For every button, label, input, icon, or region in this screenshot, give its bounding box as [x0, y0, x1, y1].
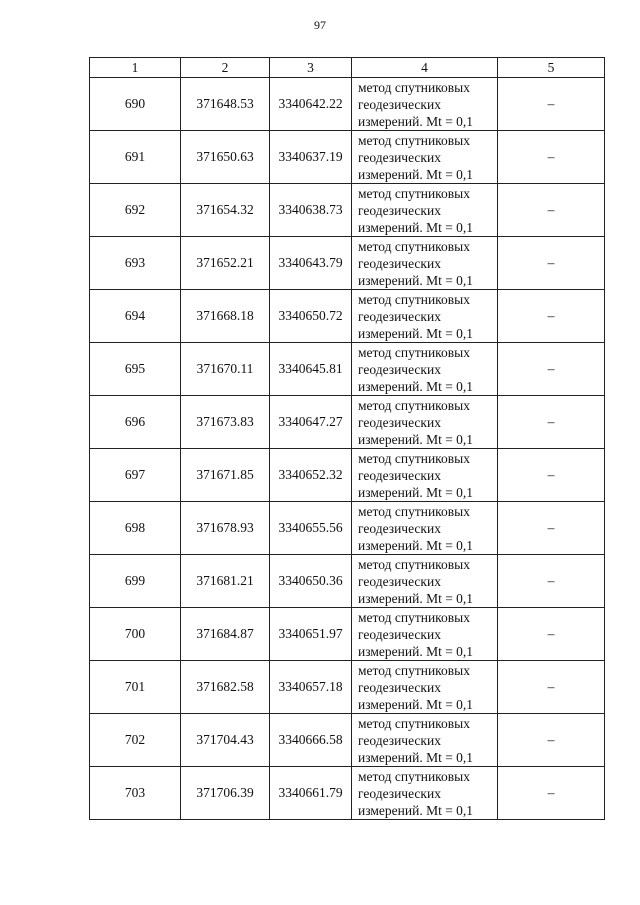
y-coordinate-cell: 3340657.18 — [270, 661, 352, 714]
y-coordinate-cell: 3340638.73 — [270, 184, 352, 237]
method-line: измерений. Mt = 0,1 — [358, 378, 474, 394]
point-number-cell: 692 — [90, 184, 181, 237]
x-coordinate-cell: 371670.11 — [181, 343, 270, 396]
y-coordinate-cell: 3340666.58 — [270, 714, 352, 767]
point-number-cell: 698 — [90, 502, 181, 555]
point-number-cell: 701 — [90, 661, 181, 714]
table-row — [90, 661, 605, 714]
x-coordinate-cell: 371681.21 — [181, 555, 270, 608]
method-line: измерений. Mt = 0,1 — [358, 749, 474, 765]
method-line: метод спутниковых — [358, 609, 470, 625]
y-coordinate-cell: 3340652.32 — [270, 449, 352, 502]
note-cell: – — [498, 78, 605, 131]
note-cell: – — [498, 343, 605, 396]
note-cell: – — [498, 555, 605, 608]
method-line: измерений. Mt = 0,1 — [358, 484, 474, 500]
method-line: метод спутниковых — [358, 768, 470, 784]
note-cell: – — [498, 131, 605, 184]
method-cell — [352, 661, 498, 714]
table-row — [90, 396, 605, 449]
method-line: метод спутниковых — [358, 662, 470, 678]
note-cell: – — [498, 396, 605, 449]
note-cell: – — [498, 502, 605, 555]
x-coordinate-cell: 371650.63 — [181, 131, 270, 184]
x-coordinate-cell: 371668.18 — [181, 290, 270, 343]
method-cell — [352, 555, 498, 608]
method-line: метод спутниковых — [358, 238, 470, 254]
x-coordinate-cell: 371706.39 — [181, 767, 270, 820]
point-number-cell: 697 — [90, 449, 181, 502]
x-coordinate-cell: 371678.93 — [181, 502, 270, 555]
method-cell — [352, 767, 498, 820]
method-cell — [352, 714, 498, 767]
method-line: геодезических — [358, 785, 441, 801]
point-number-cell: 695 — [90, 343, 181, 396]
method-cell — [352, 449, 498, 502]
y-coordinate-cell: 3340637.19 — [270, 131, 352, 184]
y-coordinate-cell: 3340650.36 — [270, 555, 352, 608]
table-row — [90, 131, 605, 184]
point-number-cell: 693 — [90, 237, 181, 290]
point-number-cell: 699 — [90, 555, 181, 608]
x-coordinate-cell: 371654.32 — [181, 184, 270, 237]
method-line: измерений. Mt = 0,1 — [358, 696, 474, 712]
table-row — [90, 767, 605, 820]
method-line: геодезических — [358, 361, 441, 377]
table-row — [90, 714, 605, 767]
method-line: измерений. Mt = 0,1 — [358, 431, 474, 447]
x-coordinate-cell: 371684.87 — [181, 608, 270, 661]
y-coordinate-cell: 3340642.22 — [270, 78, 352, 131]
method-line: метод спутниковых — [358, 503, 470, 519]
note-cell: – — [498, 290, 605, 343]
point-number-cell: 702 — [90, 714, 181, 767]
x-coordinate-cell: 371648.53 — [181, 78, 270, 131]
method-cell — [352, 502, 498, 555]
method-cell — [352, 396, 498, 449]
column-header-3: 3 — [270, 58, 352, 78]
method-line: измерений. Mt = 0,1 — [358, 643, 474, 659]
note-cell: – — [498, 661, 605, 714]
table-row — [90, 608, 605, 661]
y-coordinate-cell: 3340645.81 — [270, 343, 352, 396]
column-header-4: 4 — [352, 58, 498, 78]
note-cell: – — [498, 449, 605, 502]
method-line: геодезических — [358, 202, 441, 218]
method-line: геодезических — [358, 626, 441, 642]
method-line: метод спутниковых — [358, 291, 470, 307]
y-coordinate-cell: 3340651.97 — [270, 608, 352, 661]
note-cell: – — [498, 714, 605, 767]
method-cell — [352, 608, 498, 661]
method-line: измерений. Mt = 0,1 — [358, 113, 474, 129]
method-line: метод спутниковых — [358, 397, 470, 413]
y-coordinate-cell: 3340655.56 — [270, 502, 352, 555]
method-line: геодезических — [358, 520, 441, 536]
table-body — [90, 78, 605, 820]
note-cell: – — [498, 237, 605, 290]
method-line: геодезических — [358, 573, 441, 589]
x-coordinate-cell: 371671.85 — [181, 449, 270, 502]
method-cell — [352, 131, 498, 184]
method-line: метод спутниковых — [358, 344, 470, 360]
page-number: 97 — [314, 18, 326, 32]
y-coordinate-cell: 3340643.79 — [270, 237, 352, 290]
method-line: геодезических — [358, 255, 441, 271]
table-row — [90, 343, 605, 396]
point-number-cell: 690 — [90, 78, 181, 131]
method-line: геодезических — [358, 414, 441, 430]
y-coordinate-cell: 3340650.72 — [270, 290, 352, 343]
method-line: метод спутниковых — [358, 450, 470, 466]
table-row — [90, 555, 605, 608]
method-line: измерений. Mt = 0,1 — [358, 272, 474, 288]
note-cell: – — [498, 608, 605, 661]
method-cell — [352, 343, 498, 396]
method-line: геодезических — [358, 308, 441, 324]
point-number-cell: 703 — [90, 767, 181, 820]
y-coordinate-cell: 3340647.27 — [270, 396, 352, 449]
table-row — [90, 449, 605, 502]
method-line: геодезических — [358, 149, 441, 165]
method-line: геодезических — [358, 679, 441, 695]
method-line: метод спутниковых — [358, 715, 470, 731]
method-line: геодезических — [358, 96, 441, 112]
method-cell — [352, 237, 498, 290]
method-line: измерений. Mt = 0,1 — [358, 802, 474, 818]
table-row — [90, 184, 605, 237]
method-line: измерений. Mt = 0,1 — [358, 537, 474, 553]
method-line: геодезических — [358, 467, 441, 483]
method-cell — [352, 290, 498, 343]
x-coordinate-cell: 371704.43 — [181, 714, 270, 767]
point-number-cell: 700 — [90, 608, 181, 661]
point-number-cell: 696 — [90, 396, 181, 449]
column-header-2: 2 — [181, 58, 270, 78]
table-row — [90, 237, 605, 290]
note-cell: – — [498, 184, 605, 237]
method-cell — [352, 78, 498, 131]
method-line: измерений. Mt = 0,1 — [358, 166, 474, 182]
method-line: измерений. Mt = 0,1 — [358, 219, 474, 235]
table-row — [90, 502, 605, 555]
method-cell — [352, 184, 498, 237]
coordinates-table — [89, 57, 605, 820]
y-coordinate-cell: 3340661.79 — [270, 767, 352, 820]
method-line: метод спутниковых — [358, 132, 470, 148]
table-row — [90, 78, 605, 131]
column-header-5: 5 — [498, 58, 605, 78]
method-line: измерений. Mt = 0,1 — [358, 590, 474, 606]
table-row — [90, 290, 605, 343]
table-header-row — [90, 58, 605, 78]
method-line: геодезических — [358, 732, 441, 748]
method-line: метод спутниковых — [358, 556, 470, 572]
method-line: измерений. Mt = 0,1 — [358, 325, 474, 341]
point-number-cell: 694 — [90, 290, 181, 343]
note-cell: – — [498, 767, 605, 820]
column-header-1: 1 — [90, 58, 181, 78]
method-line: метод спутниковых — [358, 79, 470, 95]
x-coordinate-cell: 371652.21 — [181, 237, 270, 290]
x-coordinate-cell: 371682.58 — [181, 661, 270, 714]
point-number-cell: 691 — [90, 131, 181, 184]
method-line: метод спутниковых — [358, 185, 470, 201]
x-coordinate-cell: 371673.83 — [181, 396, 270, 449]
